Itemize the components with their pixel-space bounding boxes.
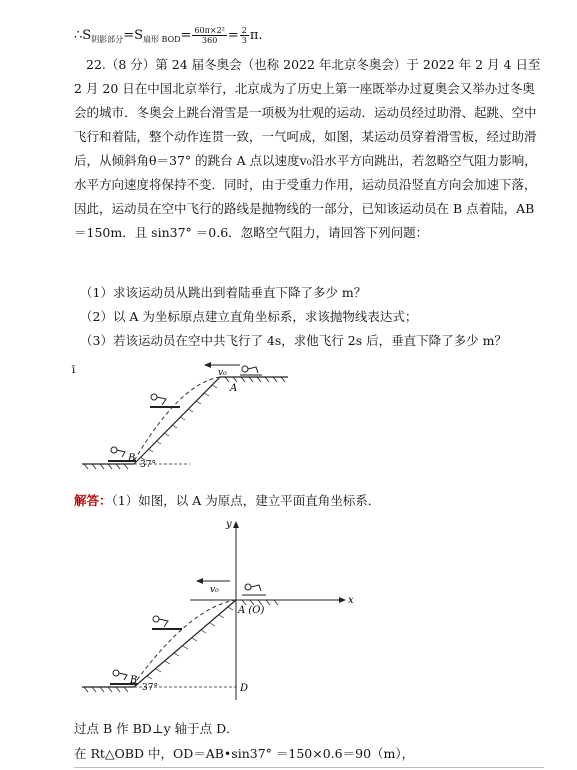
figure2-y-arrow [233,521,239,528]
figure1-v0-label: v₀ [218,368,227,378]
figure1-skier-mid [150,394,180,407]
formula-suffix: π. [249,28,263,43]
figure1-slope [134,377,220,464]
figure1-angle-label: 37° [140,460,156,470]
bottom-divider [74,767,544,768]
formula-sub-shadow: 阴影部分 [91,35,124,44]
formula-eq2: = [180,28,192,43]
sub-question-2: （2）以 A 为坐标原点建立直角坐标系，求该抛物线表达式； [80,309,418,324]
fraction-1-numerator: 60π×2² [194,26,225,35]
figure2-ground-hatch [84,687,128,692]
answer-line-2: 过点 B 作 BD⊥y 轴于点 D． [74,721,239,736]
figure1-arrow-head [204,362,211,368]
answer-text-1: （1）如图，以 A 为原点，建立平面直角坐标系． [111,493,381,508]
figure1-label-b: B [128,453,136,464]
fraction-2-denominator: 3 [241,36,247,45]
sub-question-1: （1）求该运动员从跳出到着陆垂直下降了多少 m？ [80,285,367,300]
figure2-arrow-head [196,578,203,584]
formula-fraction-2 [240,26,249,45]
figure2-skier-mid [152,616,182,629]
formula-eq3: = [227,28,239,43]
formula-eq1: =S [123,28,143,43]
figure1-skier-top [240,366,262,375]
figure2-label-d: D [240,683,249,694]
fraction-2-numerator: 2 [241,26,247,35]
figure2-x-label: x [348,595,354,606]
fraction-1-denominator: 360 [202,36,218,45]
formula-sub-sector: 扇形 BOD [143,35,181,44]
figure2-angle-label: 37° [142,683,158,693]
formula-prefix: ∴S [74,28,92,43]
figure2-slope-hatch [147,607,233,679]
figure2-v0-label: v₀ [210,585,219,595]
figure2-x-arrow [339,597,346,603]
question-text: 22.（8 分）第 24 届冬奥会（也称 2022 年北京冬奥会）于 2022 年 2 月 4 日至 2 月 20 日在中国北京举行，北京成为了历史上第一座既举办过夏奥会又举办过冬奥会的城市．冬奥会上跳台滑雪是一项极为壮观的运动．运动员经过助滑、起跳、空中飞行和着陆，整个动作连贯一致，一气呵成，如图，某运动员穿着滑雪板，经过助滑后，从倾斜角θ＝37° 的跳台 A 点以速度v₀沿水平方向跳出，若忽略空气阻力影响，水平方向速度将保持不变．同时，由于受重力作用，运动员沿竖直方向会加速下落，因此，运动员在空中飞行的路线是抛物线的一部分，已知该运动员在 B 点着陆，AB＝150m．且 sin37° ＝0.6．忽略空气阻力，请回答下列问题： [74,57,541,240]
figure1-marker: ī [72,365,76,376]
figure1-platform-hatch [225,377,285,382]
figure1-ground-hatch [84,464,128,469]
answer-line-1 [74,491,380,509]
answer-label: 解答： [74,493,112,508]
figure2-skier-top [242,584,266,595]
figure2-slope [134,600,236,687]
figure-ski-jump-2 [70,515,370,710]
figure2-label-a-origin: A (O) [238,605,265,616]
figure-ski-jump-1 [70,355,310,480]
sub-question-3: （3）若该运动员在空中共飞行了 4s，求他飞行 2s 后，垂直下降了多少 m？ [80,333,507,348]
figure2-label-b: B [130,675,138,686]
figure1-label-a: A [230,383,238,394]
figure2-y-label: y [226,519,232,530]
formula-fraction-1 [192,26,226,45]
top-formula [74,26,263,45]
answer-line-3: 在 Rt△OBD 中，OD＝AB•sin37° ＝150×0.6＝90（m）， [74,746,415,761]
